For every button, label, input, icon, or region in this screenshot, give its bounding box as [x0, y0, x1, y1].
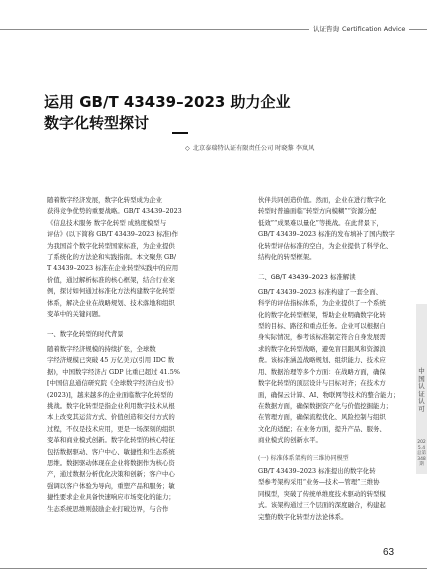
- page-number: 63: [383, 547, 395, 558]
- body-column-left: [47, 195, 191, 515]
- side-tab-label: 中国认证认可: [418, 367, 425, 413]
- section-label-cn: 认证咨询: [313, 25, 339, 33]
- subsection-heading: (一) 标准体系架构的三维协同模型: [258, 454, 349, 462]
- title-underline: [172, 132, 188, 134]
- byline-authors: 北京泰瑞特认证有限责任公司 时晓黎 李岚风: [192, 145, 315, 152]
- body-paragraph: GB/T 43439–2023 标准提出的数字化转 型参考架构采用“业务—技术—管理”三维协 同模型，突破了传统单维度技术驱动的转型模 式。该架构通过三个层面的深度融合，构建起 完整的数字化转型方法论体系。: [258, 466, 386, 521]
- diamond-icon: ◇: [185, 145, 190, 152]
- section-heading-1: 一、数字化转型的时代背景: [47, 330, 124, 339]
- section-label-en: Certification Advice: [342, 25, 406, 33]
- body-paragraph: 伙伴共同创造价值。然而，企业在进行数字化 转型时普遍面临“转型方向模糊”“资源分配 低效”“成果难以量化”等挑战。在此背景下， GB/T 43439–2023 标准的发布填补了国内数字 化转型评估标准的空白，为企业提供了科学化、 结构化的转型框架。: [258, 196, 395, 262]
- byline: [185, 143, 314, 152]
- article-title-line-2: 数字化转型探讨: [44, 114, 150, 132]
- section-label: [309, 24, 409, 35]
- body-paragraph: GB/T 43439–2023 标准构建了一套全面、 科学的评估指标体系，为企业提供了一个系统 化的数字化转型框架，帮助企业明确数字化转 型的目标、路径和重点任务。企业可以根据自 身实际情况，参考该标准制定符合自身发展需 求的数字化转型战略，避免盲目跟风和资源浪 费。该标准涵盖战略规划、组织能力、技术应 用、数据治理等多个方面：在战略方面，确保 数字化转型的顶层设计与目标对齐；在技术方 面，确保云计算、AI、物联网等技术的整合能力； 在数据方面，确保数据资产化与价值挖掘能力； 在管理方面，确保流程优化、风险控制与组织 文化的适配；在业务方面，提升产品、服务、 商业模式的创新水平。: [258, 287, 400, 445]
- footer-rule: [0, 568, 427, 569]
- side-tab-issue: 2025.4 总第 348 期: [417, 440, 426, 467]
- section-heading-2: 二、GB/T 43439–2023 标准解读: [258, 273, 356, 282]
- body-column-right: [258, 195, 404, 523]
- article-title-line-1: 运用 GB/T 43439–2023 助力企业: [44, 93, 291, 111]
- abstract-paragraph: 随着数字经济发展，数字化转型成为企业 获得竞争优势的重要战略。GB/T 43439–2023 《信息技术服务 数字化转型 成熟度模型与 评估》(以下简称 GB/T 43439–2023 标准)作 为我国首个数字化转型国家标准，为企业提供 了系统化的方法论和实践指南。本文聚焦 GB/ T 43439–2023 标准在企业转型实践中的应用 价值，通过解析标准的核心框架，结合行业案 例，探讨如何通过标准化方法构建数字化转型 体系，解决企业在战略规划、技术落地和组织 变革中的关键问题。: [47, 196, 182, 319]
- body-paragraph: 随着数字经济规模的持续扩张，全球数 字经济规模已突破 45 万亿美元(引用 IDC 数 据)，中国数字经济占 GDP 比重已超过 41.5% [中国信息通信研究院《全球数字经济白皮书》 (2023)]，越来越多的企业面临数字化转型的 挑战。数字化转型是指企业利用数字技术从根 本上改变其运营方式、价值创造和交付方式的 过程，不仅是技术应用，更是一场深刻的组织 变革和商业模式创新。数字化转型的核心特征 包括数据驱动、客户中心、敏捷性和生态系统 思维。数据驱动体现在企业将数据作为核心资 产，通过数据分析优化决策和创新；客户中心 强调以客户体验为导向，重塑产品和服务；敏 捷性要求企业具备快速响应市场变化的能力； 生态系统思维则鼓励企业打破边界，与合作: [47, 344, 180, 513]
